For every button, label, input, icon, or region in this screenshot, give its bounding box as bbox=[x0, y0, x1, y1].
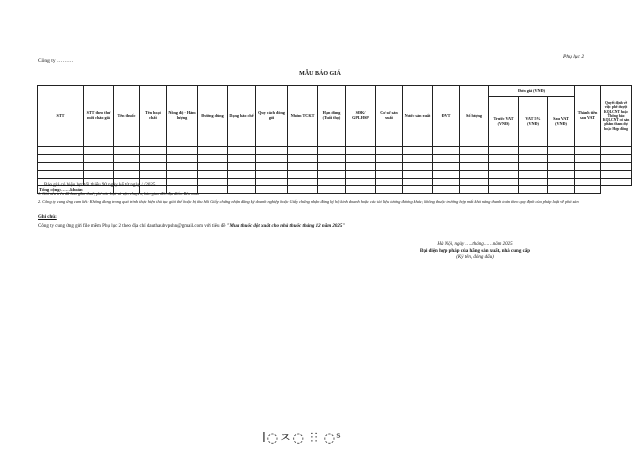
signature-block bbox=[355, 242, 595, 260]
col-quantity: Số lượng bbox=[460, 86, 489, 147]
ghi-chu-text bbox=[38, 224, 345, 230]
handwritten-scribble: ⅼ◌ㅈ◌ ⫶⫶ ◌ˢ bbox=[262, 431, 342, 446]
table-row bbox=[38, 147, 632, 155]
document-title: MẪU BÁO GIÁ bbox=[299, 71, 341, 77]
signature-role: Đại diện hợp pháp của hãng sản xuất, nhà cung cấp bbox=[419, 249, 531, 254]
col-stt-invitation: STT theo thư mời chào giá bbox=[84, 86, 114, 147]
col-decision: Quyết định về việc phê duyệt KQLCNT hoặc Thông báo KQLCNT có sản phẩm tham dự hoặc Hợp đồng bbox=[601, 86, 632, 147]
col-active-ingredient: Tên hoạt chất bbox=[140, 86, 167, 147]
col-expiry: Hạn dùng (Tuổi thọ) bbox=[318, 86, 346, 147]
col-tckt-group: Nhóm TCKT bbox=[288, 86, 318, 147]
company-line: Công ty ……… bbox=[38, 58, 74, 64]
col-unit: ĐVT bbox=[433, 86, 460, 147]
col-group-unit-price: Đơn giá (VNĐ) bbox=[489, 86, 575, 97]
col-concentration: Nồng độ - Hàm lượng bbox=[167, 86, 198, 147]
ghi-chu-prefix: Công ty cung ứng gửi file mềm Phụ lục 2 theo địa chỉ dauthaubvpshn@gmail.com với tiêu đề bbox=[38, 224, 227, 229]
signature-place-date: Hà Nội, ngày …..tháng……năm 2025 bbox=[437, 242, 513, 247]
col-route: Đường dùng bbox=[198, 86, 228, 147]
table-row bbox=[38, 162, 632, 170]
col-vat-5: VAT 5% (VNĐ) bbox=[519, 97, 548, 147]
col-manufacturer: Cơ sở sản xuất bbox=[376, 86, 403, 147]
ghi-chu-label: Ghi chú: bbox=[38, 215, 57, 220]
signature-instruction: (Ký tên, đóng dấu) bbox=[456, 255, 494, 260]
table-row bbox=[38, 154, 632, 162]
appendix-label: Phụ lục 2 bbox=[563, 54, 585, 60]
col-before-vat: Trước VAT (VNĐ) bbox=[489, 97, 519, 147]
col-after-vat: Sau VAT (VNĐ) bbox=[548, 97, 575, 147]
total-label: Tổng cộng:……khoản bbox=[38, 186, 114, 194]
note-1: 1. Giá nêu trên đã bao gồm thuế, phí các loại và vận chuyển, bàn giao đến địa điểm Bên mua bbox=[38, 191, 199, 196]
col-registration: SĐK/ GPLHSP bbox=[346, 86, 376, 147]
col-packaging: Quy cách đóng gói bbox=[256, 86, 288, 147]
table-row bbox=[38, 170, 632, 178]
email-subject: "Mua thuốc đột xuất cho nhà thuốc tháng 12 năm 2025" bbox=[226, 224, 346, 229]
col-total-after-vat: Thành tiền sau VAT bbox=[575, 86, 601, 147]
col-drug-name: Tên thuốc bbox=[114, 86, 140, 147]
col-country: Nước sản xuất bbox=[403, 86, 433, 147]
col-stt: STT bbox=[38, 86, 84, 147]
validity-note: Báo giá có hiệu lực tối thiểu 90 ngày kể từ ngày / /2025 bbox=[44, 183, 156, 188]
price-quote-table bbox=[37, 85, 632, 194]
col-dosage-form: Dạng bào chế bbox=[228, 86, 256, 147]
note-2: 2. Công ty cung ứng cam kết: Không đang trong quá trình thực hiện thủ tục giải thể hoặc bị thu hồi Giấy chứng nhận đăng ký doanh nghiệp hoặc Giấy chứng nhận đăng ký hộ kinh doanh hoặc các tài liệu tương đương khác; không thuộc trường hợp mất khả năng thanh toán theo quy định của pháp luật về phá sản bbox=[38, 199, 579, 204]
